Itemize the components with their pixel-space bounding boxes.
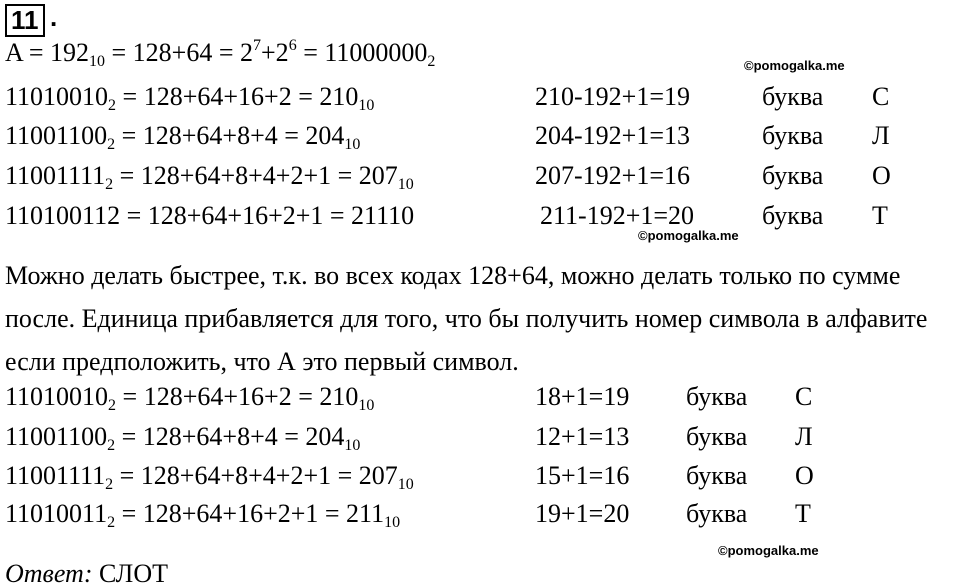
s1-row-0-letter: С — [872, 82, 890, 111]
s1-row-1-word: буква — [762, 121, 824, 150]
s2-row-2-word: буква — [686, 461, 748, 490]
s2-row-3-word: буква — [686, 499, 748, 528]
s1-row-1-letter: Л — [872, 121, 890, 150]
watermark: ©pomogalka.me — [718, 543, 819, 558]
explanation-paragraph: Можно делать быстрее, т.к. во всех кодах 128+64, можно делать только по сумме после. Единица прибавляется для того, что бы получить номер символа в алфавите если предположить, что А это первый символ. — [5, 261, 928, 376]
s2-row-0-calc: 18+1=19 — [535, 382, 630, 411]
s2-row-0-expr: $11010010_2 = 128+64+16+2 = 210_{10}$ — [5, 382, 375, 414]
s1-row-3-word: буква — [762, 201, 824, 230]
answer-value: СЛОТ — [92, 559, 168, 588]
s1-row-2-word: буква — [762, 161, 824, 190]
s1-row-3-calc: 211-192+1=20 — [540, 201, 695, 230]
s2-row-1-word: буква — [686, 422, 748, 451]
s2-row-3-letter: Т — [795, 499, 811, 528]
s2-row-2-calc: 15+1=16 — [535, 461, 630, 490]
answer-label: Ответ: — [5, 559, 93, 588]
task-number: 11 — [5, 4, 45, 37]
s1-row-2-calc: 207-192+1=16 — [535, 161, 690, 190]
answer-line — [5, 561, 168, 587]
s1-row-1-calc: 204-192+1=13 — [535, 121, 690, 150]
s2-row-3-calc: 19+1=20 — [535, 499, 630, 528]
task-number-dot: . — [50, 2, 58, 32]
s2-row-0-word: буква — [686, 382, 748, 411]
s1-row-0-expr: $11010010_2 = 128+64+16+2 = 210_{10}$ — [5, 82, 375, 114]
s1-row-3-expr: 110100112 = 128+64+16+2+1 = 21110 — [5, 201, 415, 230]
s1-row-0-word: буква — [762, 82, 824, 111]
s2-row-3-expr: $11010011_2 = 128+64+16+2+1 = 211_{10}$ — [5, 499, 401, 531]
s2-row-1-letter: Л — [795, 422, 813, 451]
s1-row-3-letter: Т — [872, 201, 888, 230]
watermark: ©pomogalka.me — [638, 228, 739, 243]
s2-row-2-letter: О — [795, 461, 814, 490]
s1-row-2-letter: О — [872, 161, 891, 190]
s1-row-1-expr: $11001100_2 = 128+64+8+4 = 204_{10}$ — [5, 121, 361, 153]
s1-row-0-calc: 210-192+1=19 — [535, 82, 690, 111]
s1-row-2-expr: $11001111_2 = 128+64+8+4+2+1 = 207_{10}$ — [5, 161, 414, 193]
s2-row-1-calc: 12+1=13 — [535, 422, 630, 451]
line-a: $A = 192_{10} = 128+64 = 2^7+2^6 = 11000000_2$ — [5, 37, 436, 70]
s2-row-2-expr: $11001111_2 = 128+64+8+4+2+1 = 207_{10}$ — [5, 461, 414, 493]
s2-row-1-expr: $11001100_2 = 128+64+8+4 = 204_{10}$ — [5, 422, 361, 454]
watermark: ©pomogalka.me — [744, 58, 845, 73]
s2-row-0-letter: С — [795, 382, 813, 411]
